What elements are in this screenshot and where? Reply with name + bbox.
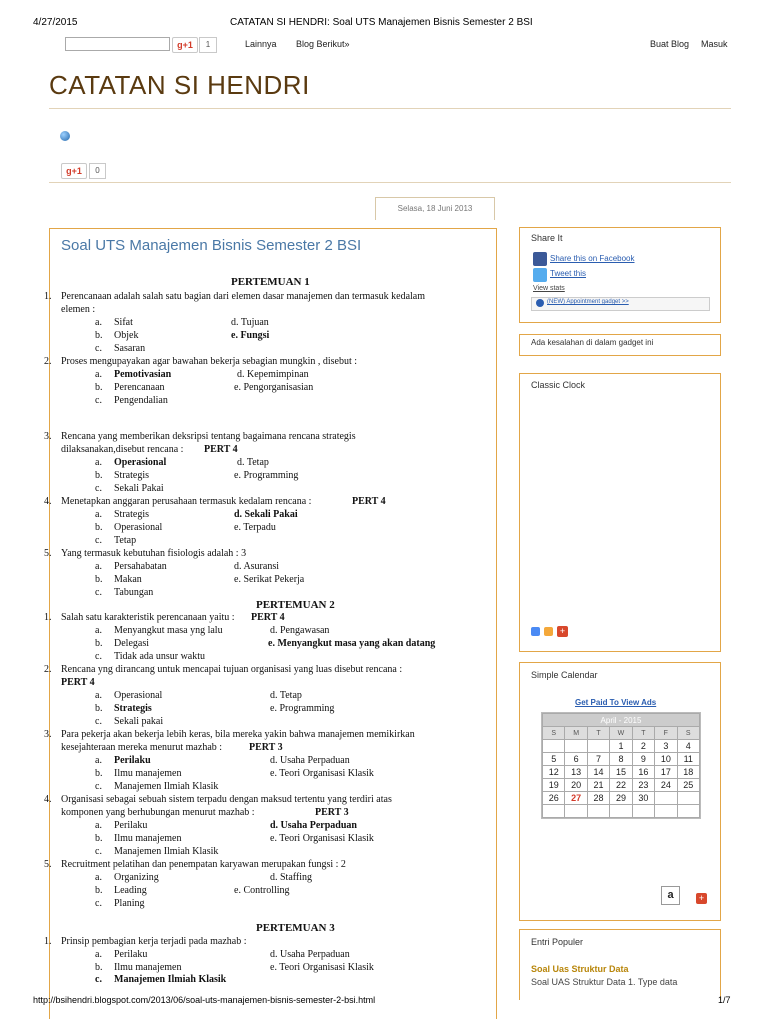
calendar-day <box>543 740 565 753</box>
q-num: 2. <box>44 664 52 675</box>
opt-text: Perencanaan <box>114 382 165 393</box>
popular-heading: Entri Populer <box>531 937 584 947</box>
opt-letter: c. <box>95 846 102 857</box>
opt-text: e. Serikat Pekerja <box>234 574 305 585</box>
opt-letter: b. <box>95 382 103 393</box>
opt-letter: a. <box>95 872 102 883</box>
calendar-dow: T <box>587 727 609 740</box>
section-heading: PERTEMUAN 3 <box>256 922 335 934</box>
next-blog-link[interactable]: Blog Berikut» <box>296 39 350 49</box>
opt-text: Sasaran <box>114 343 146 354</box>
post-title[interactable]: Soal UTS Manajemen Bisnis Semester 2 BSI <box>61 237 362 254</box>
post-date: Selasa, 18 Juni 2013 <box>375 197 495 220</box>
appointment-link[interactable]: (NEW) Appointment gadget >> <box>547 299 629 305</box>
opt-letter: b. <box>95 703 103 714</box>
opt-letter: b. <box>95 885 103 896</box>
calendar-day[interactable]: 23 <box>632 779 654 792</box>
q-text: Rencana yng dirancang untuk mencapai tujuan organisasi yang luas disebut rencana : <box>61 664 403 675</box>
calendar-day[interactable]: 3 <box>655 740 677 753</box>
calendar-day[interactable]: 19 <box>543 779 565 792</box>
pert-tag: PERT 3 <box>249 742 283 753</box>
page-number: 1/7 <box>718 995 731 1005</box>
calendar-day[interactable]: 10 <box>655 753 677 766</box>
opt-text: e. Teori Organisasi Klasik <box>270 768 374 779</box>
opt-letter: c. <box>95 535 102 546</box>
clock-heading: Classic Clock <box>531 380 586 390</box>
q-text: Proses mengupayakan agar bawahan bekerja sebagian mungkin , disebut : <box>61 356 358 367</box>
q-num: 5. <box>44 548 52 559</box>
paid-ads-link[interactable]: Get Paid To View Ads <box>575 698 657 707</box>
calendar-day[interactable]: 29 <box>610 792 632 805</box>
opt-letter: b. <box>95 638 103 649</box>
pert-tag: PERT 4 <box>352 496 386 507</box>
opt-text: Ilmu manajemen <box>114 833 182 844</box>
opt-letter: a. <box>95 625 102 636</box>
q-num: 4. <box>44 794 52 805</box>
opt-letter: a. <box>95 457 102 468</box>
calendar-dow: W <box>610 727 632 740</box>
opt-text: Objek <box>114 330 139 341</box>
popular-post-snippet: Soal UAS Struktur Data 1. Type data <box>531 977 678 987</box>
opt-text: e. Terpadu <box>234 522 276 533</box>
q-num: 3. <box>44 729 52 740</box>
opt-text: e. Teori Organisasi Klasik <box>270 833 374 844</box>
opt-letter: b. <box>95 330 103 341</box>
info-icon <box>536 299 544 307</box>
calendar-grid <box>541 712 701 819</box>
calendar-day[interactable]: 5 <box>543 753 565 766</box>
opt-text: Ilmu manajemen <box>114 962 182 973</box>
calendar-day <box>565 805 587 818</box>
opt-text: Leading <box>114 885 147 896</box>
calendar-day[interactable]: 8 <box>610 753 632 766</box>
clock-widget <box>519 373 721 652</box>
opt-text: Organizing <box>114 872 159 883</box>
opt-letter: b. <box>95 574 103 585</box>
pert-tag: PERT 4 <box>204 444 238 455</box>
q-text: dilaksanakan,disebut rencana : <box>61 444 184 455</box>
calendar-day <box>677 792 699 805</box>
q-num: 1. <box>44 936 52 947</box>
q-num: 1. <box>44 612 52 623</box>
calendar-day[interactable]: 15 <box>610 766 632 779</box>
opt-text: Sifat <box>114 317 133 328</box>
calendar-day[interactable]: 4 <box>677 740 699 753</box>
opt-text: Strategis <box>114 509 149 520</box>
opt-text: Operasional <box>114 457 167 468</box>
q-text: elemen : <box>61 304 96 315</box>
opt-text: Ilmu manajemen <box>114 768 182 779</box>
calendar-day[interactable]: 20 <box>565 779 587 792</box>
print-date: 4/27/2015 <box>33 17 78 28</box>
calendar-day[interactable]: 17 <box>655 766 677 779</box>
opt-text: e. Teori Organisasi Klasik <box>270 962 374 973</box>
opt-text: d. Usaha Perpaduan <box>270 820 357 831</box>
opt-text: Pengendalian <box>114 395 168 406</box>
q-text: Recruitment pelatihan dan penempatan karyawan merupakan fungsi : 2 <box>61 859 346 870</box>
opt-letter: a. <box>95 690 102 701</box>
q-num: 1. <box>44 291 52 302</box>
opt-text: d. Tetap <box>270 690 302 701</box>
calendar-day[interactable]: 21 <box>587 779 609 792</box>
calendar-day <box>565 740 587 753</box>
calendar-day[interactable]: 14 <box>587 766 609 779</box>
calendar-day[interactable]: 16 <box>632 766 654 779</box>
plus-add-icon[interactable]: + <box>696 893 707 904</box>
q-text: Prinsip pembagian kerja terjadi pada mazhab : <box>61 936 247 947</box>
opt-letter: c. <box>95 651 102 662</box>
calendar-dow: S <box>677 727 699 740</box>
q-text: Perencanaan adalah salah satu bagian dari elemen dasar manajemen dan termasuk kedalam <box>61 291 425 302</box>
calendar-day[interactable]: 27 <box>565 792 587 805</box>
calendar-day[interactable]: 2 <box>632 740 654 753</box>
opt-text: Operasional <box>114 690 163 701</box>
calendar-dow: T <box>632 727 654 740</box>
opt-text: Makan <box>114 574 142 585</box>
calendar-day <box>632 805 654 818</box>
q-num: 5. <box>44 859 52 870</box>
opt-text: Persahabatan <box>114 561 167 572</box>
calendar-dow: F <box>655 727 677 740</box>
opt-letter: c. <box>95 395 102 406</box>
opt-text: Tetap <box>114 535 137 546</box>
gadget-error-text: Ada kesalahan di dalam gadget ini <box>531 338 654 347</box>
amazon-icon[interactable]: a <box>661 886 680 905</box>
calendar-day[interactable]: 11 <box>677 753 699 766</box>
tweet-link[interactable]: Tweet this <box>550 269 587 278</box>
calendar-day[interactable]: 13 <box>565 766 587 779</box>
opt-letter: a. <box>95 509 102 520</box>
pert-tag: PERT 3 <box>315 807 349 818</box>
opt-text: Perilaku <box>114 755 151 766</box>
create-blog-link[interactable]: Buat Blog <box>650 39 690 49</box>
q-text: Yang termasuk kebutuhan fisiologis adalah : 3 <box>61 548 247 559</box>
calendar-day <box>655 805 677 818</box>
calendar-day[interactable]: 22 <box>610 779 632 792</box>
q-text: Menetapkan anggaran perusahaan termasuk kedalam rencana : <box>61 496 312 507</box>
login-link[interactable]: Masuk <box>701 39 728 49</box>
opt-letter: c. <box>95 483 102 494</box>
opt-letter: c. <box>95 343 102 354</box>
share-heading: Share It <box>531 233 563 243</box>
calendar-day <box>655 792 677 805</box>
opt-text: Strategis <box>114 470 149 481</box>
twitter-icon[interactable] <box>533 268 547 282</box>
pert-tag: PERT 4 <box>251 612 285 623</box>
calendar-day[interactable]: 12 <box>543 766 565 779</box>
opt-text: e. Programming <box>270 703 335 714</box>
opt-text: d. Pengawasan <box>270 625 330 636</box>
opt-text: d. Staffing <box>270 872 313 883</box>
opt-letter: c. <box>95 898 102 909</box>
calendar-day <box>610 805 632 818</box>
gplus-button[interactable]: g+1 <box>172 37 198 53</box>
facebook-icon[interactable] <box>533 252 547 266</box>
opt-text: Strategis <box>114 703 152 714</box>
opt-text: d. Usaha Perpaduan <box>270 949 350 960</box>
q-num: 2. <box>44 356 52 367</box>
opt-text: Tabungan <box>114 587 154 598</box>
blogger-add-icon[interactable] <box>544 627 553 636</box>
calendar-day[interactable]: 9 <box>632 753 654 766</box>
opt-text: e. Pengorganisasian <box>234 382 314 393</box>
opt-text: Operasional <box>114 522 163 533</box>
opt-letter: a. <box>95 317 102 328</box>
gplus-post-count: 0 <box>89 163 106 179</box>
opt-text: Manajemen Ilmiah Klasik <box>114 974 227 985</box>
opt-letter: a. <box>95 561 102 572</box>
opt-text: Planing <box>114 898 145 909</box>
calendar-day[interactable]: 6 <box>565 753 587 766</box>
section-heading: PERTEMUAN 1 <box>231 276 310 288</box>
q-text: Salah satu karakteristik perencanaan yaitu : <box>61 612 235 623</box>
print-title: CATATAN SI HENDRI: Soal UTS Manajemen Bisnis Semester 2 BSI <box>230 17 533 28</box>
q-text: komponen yang berhubungan menurut mazhab : <box>61 807 255 818</box>
calendar-dow: S <box>543 727 565 740</box>
opt-text: Manajemen Ilmiah Klasik <box>114 846 219 857</box>
page-url: http://bsihendri.blogspot.com/2013/06/soal-uts-manajemen-bisnis-semester-2-bsi.html <box>33 995 376 1005</box>
opt-letter: c. <box>95 587 102 598</box>
gplus-post-button[interactable]: g+1 <box>61 163 87 179</box>
opt-letter: c. <box>95 974 102 985</box>
calendar-day[interactable]: 1 <box>610 740 632 753</box>
opt-letter: a. <box>95 949 102 960</box>
opt-text: d. Tujuan <box>231 317 269 328</box>
opt-letter: b. <box>95 768 103 779</box>
opt-text: Delegasi <box>114 638 149 649</box>
opt-text: Manajemen Ilmiah Klasik <box>114 781 219 792</box>
opt-letter: b. <box>95 470 103 481</box>
view-stats-link[interactable]: View stats <box>533 285 565 292</box>
opt-letter: c. <box>95 781 102 792</box>
opt-letter: b. <box>95 522 103 533</box>
gplus-count: 1 <box>199 37 217 53</box>
calendar-day <box>587 740 609 753</box>
opt-letter: c. <box>95 716 102 727</box>
opt-text: Menyangkut masa yng lalu <box>114 625 223 636</box>
opt-letter: a. <box>95 369 102 380</box>
calendar-day[interactable]: 7 <box>587 753 609 766</box>
opt-text: e. Menyangkut masa yang akan datang <box>268 638 436 649</box>
share-facebook-link[interactable]: Share this on Facebook <box>550 254 635 263</box>
more-menu[interactable]: Lainnya <box>245 39 277 49</box>
opt-letter: a. <box>95 755 102 766</box>
opt-text: Sekali Pakai <box>114 483 164 494</box>
q-text: kesejahteraan mereka menurut mazhab : <box>61 742 223 753</box>
opt-text: Perilaku <box>114 949 148 960</box>
q-num: 3. <box>44 431 52 442</box>
google-add-icon[interactable] <box>531 627 540 636</box>
calendar-day[interactable]: 30 <box>632 792 654 805</box>
q-text: Rencana yang memberikan deksripsi tentang bagaimana rencana strategis <box>61 431 356 442</box>
calendar-month: April - 2015 <box>543 714 700 727</box>
opt-letter: b. <box>95 962 103 973</box>
calendar-day <box>677 805 699 818</box>
calendar-day[interactable]: 26 <box>543 792 565 805</box>
opt-letter: b. <box>95 833 103 844</box>
calendar-dow: M <box>565 727 587 740</box>
q-text: Para pekerja akan bekerja lebih keras, bila mereka yakin bahwa manajemen memikirkan <box>61 729 415 740</box>
opt-text: e. Fungsi <box>231 330 270 341</box>
opt-text: d. Kepemimpinan <box>237 369 309 380</box>
opt-text: Pemotivasian <box>114 369 172 380</box>
blog-title[interactable]: CATATAN SI HENDRI <box>49 70 310 100</box>
opt-text: Perilaku <box>114 820 148 831</box>
opt-text: e. Programming <box>234 470 299 481</box>
pert-tag: PERT 4 <box>61 677 95 688</box>
opt-text: d. Asuransi <box>234 561 279 572</box>
popular-post-link[interactable]: Soal Uas Struktur Data <box>531 964 629 974</box>
q-text: Organisasi sebagai sebuah sistem terpadu dengan maksud tertentu yang terdiri atas <box>61 794 392 805</box>
q-num: 4. <box>44 496 52 507</box>
plus-add-icon[interactable]: + <box>557 626 568 637</box>
calendar-day[interactable]: 25 <box>677 779 699 792</box>
calendar-heading: Simple Calendar <box>531 670 598 680</box>
calendar-day[interactable]: 18 <box>677 766 699 779</box>
opt-text: d. Tetap <box>237 457 269 468</box>
opt-text: e. Controlling <box>234 885 290 896</box>
calendar-day <box>587 805 609 818</box>
opt-text: Sekali pakai <box>114 716 164 727</box>
calendar-day <box>543 805 565 818</box>
opt-letter: a. <box>95 820 102 831</box>
opt-text: d. Usaha Perpaduan <box>270 755 350 766</box>
calendar-day[interactable]: 24 <box>655 779 677 792</box>
opt-text: d. Sekali Pakai <box>234 509 298 520</box>
section-heading: PERTEMUAN 2 <box>256 599 335 611</box>
opt-text: Tidak ada unsur waktu <box>114 651 206 662</box>
calendar-day[interactable]: 28 <box>587 792 609 805</box>
